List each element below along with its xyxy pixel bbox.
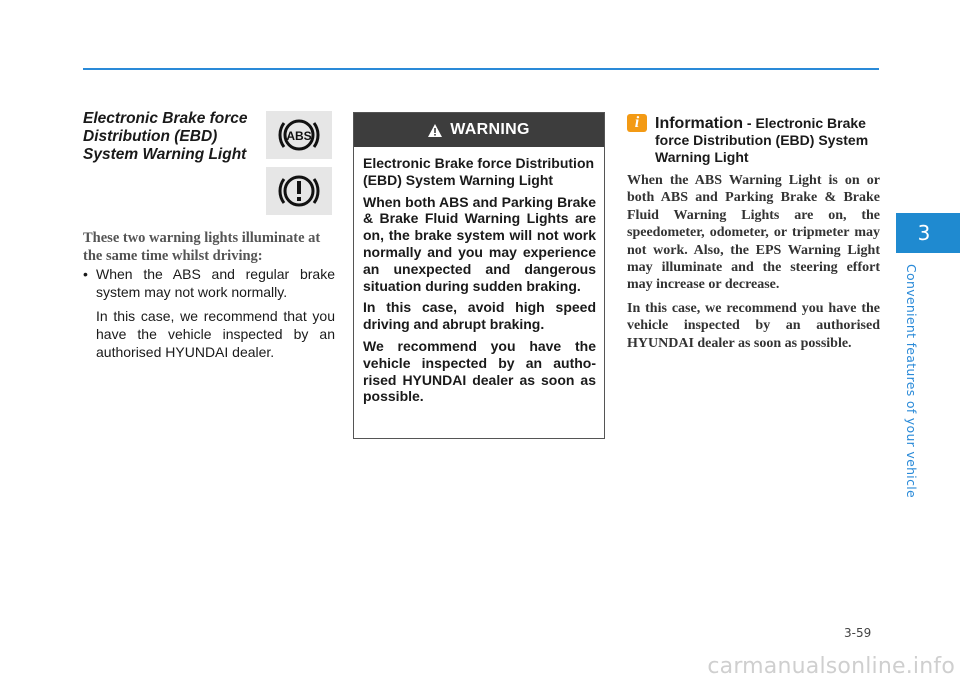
abs-warning-icon [266, 111, 332, 159]
bullet-text: When the ABS and regular brake system may not work normally. [96, 266, 335, 300]
chapter-tab: 3 [896, 213, 960, 253]
section-title: Electronic Brake force Distribution (EBD) System Warning Light [83, 110, 248, 163]
warning-box [353, 112, 605, 439]
brake-exclamation-icon [266, 167, 332, 215]
abs-icon-label: ABS [286, 129, 312, 143]
page-number: 3-59 [844, 626, 872, 640]
watermark: carmanualsonline.info [707, 654, 955, 679]
warning-title: Electronic Brake force Distribution (EBD) System Warning Light [363, 155, 595, 188]
warning-body [354, 147, 604, 405]
info-title [655, 115, 880, 166]
warning-header [354, 113, 604, 147]
intro-text: These two warning lights illuminate at the same time whilst driving: [83, 230, 321, 264]
bullet-item [83, 265, 335, 361]
warning-header-label: WARNING [450, 121, 530, 138]
bullet-followup: In this case, we recommend that you have the vehicle inspected by an authorised HYUNDAI dealer. [96, 308, 335, 360]
warning-paragraph-2: In this case, avoid high speed driving and abrupt braking. [363, 299, 596, 333]
info-paragraph-2: In this case, we recommend you have the vehicle inspected by an authorised HYUNDAI dealer as soon as possible. [627, 300, 880, 351]
top-rule [83, 68, 879, 70]
chapter-label: Convenient features of your vehicle [904, 264, 919, 499]
warning-triangle-icon [428, 124, 442, 137]
info-body [627, 172, 880, 358]
info-title-rest: - Electronic Brake force Distribution (EBD) System Warning Light [655, 115, 869, 165]
info-paragraph-1: When the ABS Warning Light is on or both ABS and Parking Brake & Brake Fluid Warning Lights are on, the speedometer, odometer, or tripmeter may not work. Also, the EPS Warning Light may illuminate and the steering effort may increase or decrease. [627, 173, 880, 293]
warning-paragraph-1: When both ABS and Parking Brake & Brake Fluid Warning Lights are on, the brake system will not work normally and you may experience an unexpected and dangerous situation during sudden braking. [363, 193, 596, 294]
info-icon: i [627, 114, 647, 132]
warning-paragraph-3: We recommend you have the vehicle inspected by an autho-rised HYUNDAI dealer as soon as possible. [363, 337, 596, 405]
bullet-dot: • [83, 266, 88, 282]
info-title-lead: Information [655, 115, 743, 132]
